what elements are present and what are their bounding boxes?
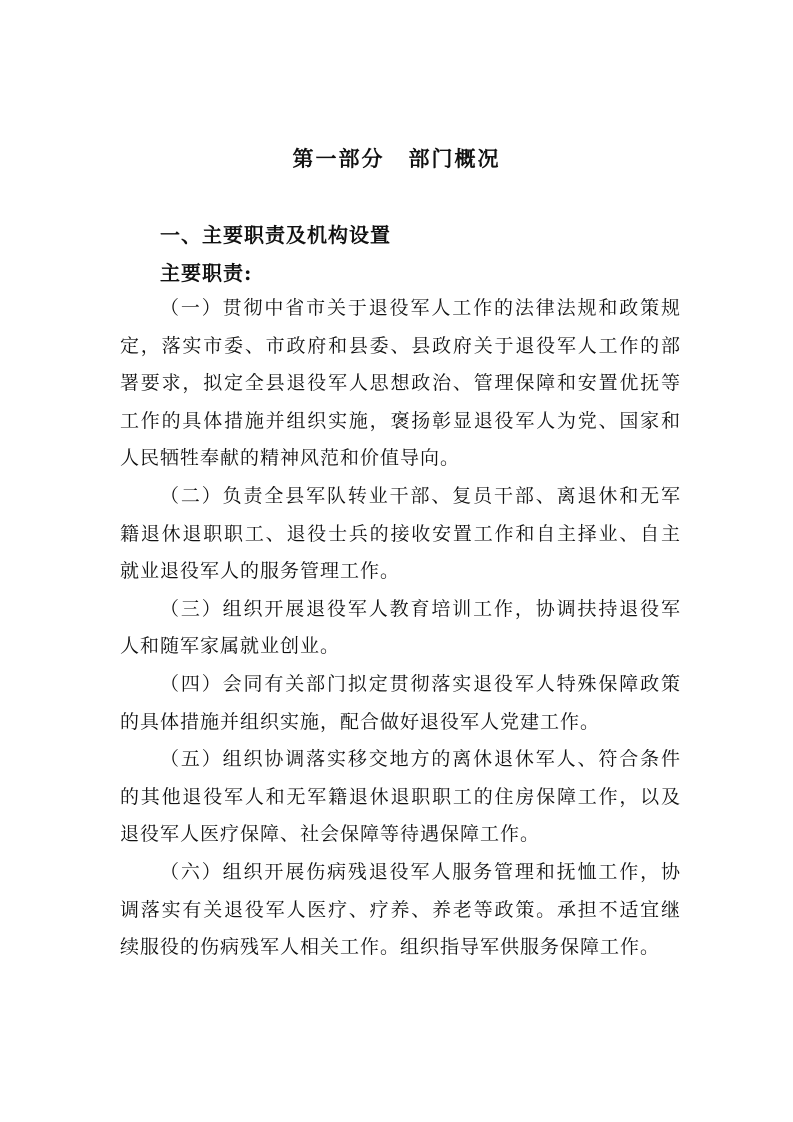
title-name: 部门概况 [408,146,501,171]
title-part: 第一部分 [292,146,385,171]
paragraph-line: 续服役的伤病残军人相关工作。组织指导军供服务保障工作。 [120,936,661,959]
section-heading: 一、主要职责及机构设置 [160,223,391,247]
paragraph-line: （二）负责全县军队转业干部、复员干部、离退休和无军 [160,484,680,507]
paragraph-line: （六）组织开展伤病残退役军人服务管理和抚恤工作，协 [160,860,680,883]
paragraph-line: （五）组织协调落实移交地方的离休退休军人、符合条件 [160,748,680,771]
paragraph-line: （四）会同有关部门拟定贯彻落实退役军人特殊保障政策 [160,672,680,695]
page-title [0,143,793,173]
paragraph-line: （三）组织开展退役军人教育培训工作，协调扶持退役军 [160,597,680,620]
document-body [120,290,680,967]
paragraph-line: 署要求，拟定全县退役军人思想政治、管理保障和安置优抚等 [120,372,680,395]
paragraph-line: （一）贯彻中省市关于退役军人工作的法律法规和政策规 [160,297,680,319]
paragraph-line: 籍退休退职职工、退役士兵的接收安置工作和自主择业、自主 [120,522,680,545]
paragraph-line: 的具体措施并组织实施，配合做好退役军人党建工作。 [120,710,601,733]
paragraph [120,666,680,741]
paragraph-line: 人和随军家属就业创业。 [120,635,341,658]
paragraph [120,478,680,591]
paragraph [120,290,680,478]
paragraph [120,854,680,967]
paragraph-line: 调落实有关退役军人医疗、疗养、养老等政策。承担不适宜继 [120,898,680,921]
paragraph-line: 退役军人医疗保障、社会保障等待遇保障工作。 [120,823,541,846]
paragraph-line: 工作的具体措施并组织实施，褒扬彰显退役军人为党、国家和 [120,409,680,432]
subheading: 主要职责: [160,261,253,285]
paragraph-line: 人民牺牲奉献的精神风范和价值导向。 [120,447,461,470]
paragraph-line: 就业退役军人的服务管理工作。 [120,560,401,583]
paragraph-line: 定，落实市委、市政府和县委、县政府关于退役军人工作的部 [120,334,680,357]
paragraph-line: 的其他退役军人和无军籍退休退职职工的住房保障工作，以及 [120,785,680,808]
paragraph [120,741,680,854]
paragraph [120,591,680,666]
